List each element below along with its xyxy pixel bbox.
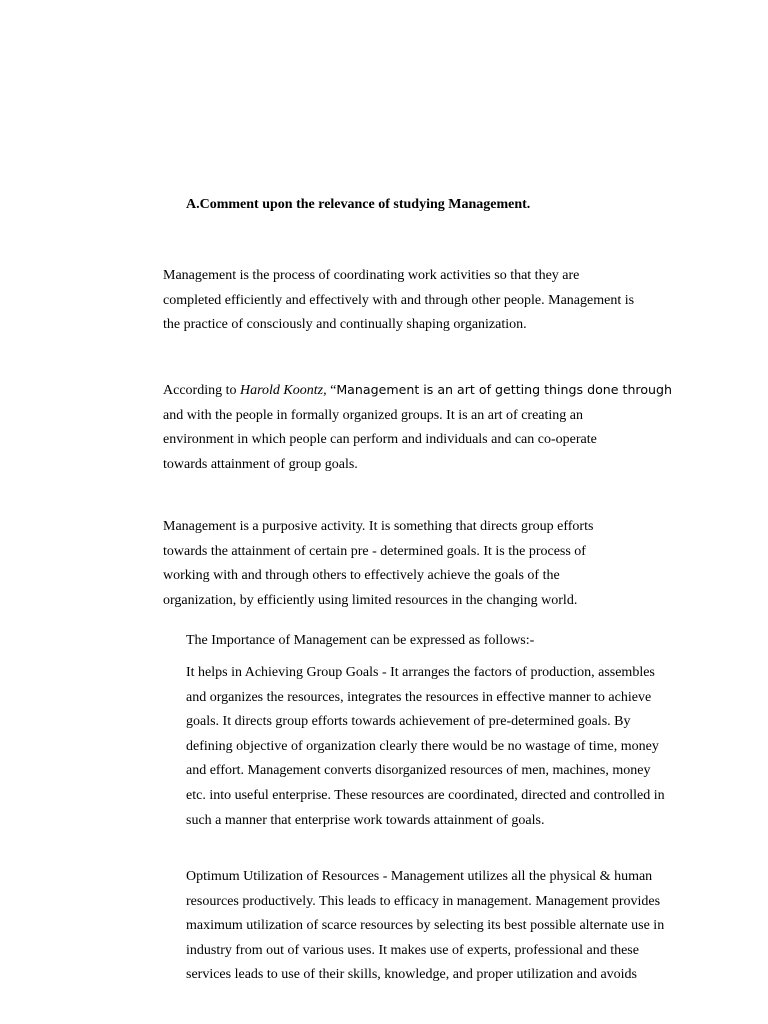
text-line: working with and through others to effectively achieve the goals of the xyxy=(163,568,560,584)
text-line: and with the people in formally organized groups. It is an art of creating an xyxy=(163,407,583,423)
text-line: services leads to use of their skills, knowledge, and proper utilization and avoids xyxy=(186,967,638,983)
text-line: Management is a purposive activity. It is something that directs group efforts xyxy=(163,519,594,534)
text-line: the practice of consciously and continually shaping organization. xyxy=(163,317,527,333)
text-line: It helps in Achieving Group Goals - It arranges the factors of production, assembles xyxy=(186,665,655,680)
text-line: completed efficiently and effectively with and through other people. Management is xyxy=(163,292,635,308)
text-line: Optimum Utilization of Resources - Management utilizes all the physical & human xyxy=(186,869,653,884)
text-line: Management is the process of coordinating work activities so that they are xyxy=(163,268,580,283)
paragraph-definition xyxy=(163,264,634,338)
text-line xyxy=(163,378,672,404)
text-line: industry from out of various uses. It makes use of experts, professional and these xyxy=(186,942,639,958)
paragraph-group-goals xyxy=(186,661,665,833)
quote-text: Management is an art of getting things done through xyxy=(336,382,672,397)
text-line: organization, by efficiently using limited resources in the changing world. xyxy=(163,592,578,608)
text-line: maximum utilization of scarce resources by selecting its best possible alternate use in xyxy=(186,918,665,934)
text-line: goals. It directs group efforts towards achievement of pre-determined goals. By xyxy=(186,714,631,730)
text-line: etc. into useful enterprise. These resources are coordinated, directed and controlled in xyxy=(186,787,665,803)
paragraph-purposive-activity xyxy=(163,515,593,613)
text-line: such a manner that enterprise work towards attainment of goals. xyxy=(186,812,545,828)
text-line: towards attainment of group goals. xyxy=(163,456,358,472)
text-line: and organizes the resources, integrates the resources in effective manner to achieve xyxy=(186,689,652,705)
text-line: environment in which people can perform and individuals and can co-operate xyxy=(163,432,597,448)
quote-mark: “ xyxy=(326,383,337,398)
text-line: The Importance of Management can be expressed as follows:- xyxy=(186,633,535,648)
text-line: and effort. Management converts disorganized resources of men, machines, money xyxy=(186,763,651,779)
paragraph-koontz-quote xyxy=(163,378,672,477)
author-name: Harold Koontz, xyxy=(239,383,327,398)
paragraph-resource-utilization xyxy=(186,865,664,988)
text-line: defining objective of organization clearly there would be no wastage of time, money xyxy=(186,738,659,754)
text-prefix: According to xyxy=(163,383,240,398)
text-line: towards the attainment of certain pre - determined goals. It is the process of xyxy=(163,543,586,559)
text-line: resources productively. This leads to efficacy in management. Management provides xyxy=(186,893,661,909)
section-heading: A.Comment upon the relevance of studying Management. xyxy=(186,197,531,212)
paragraph-importance-intro xyxy=(186,629,534,654)
